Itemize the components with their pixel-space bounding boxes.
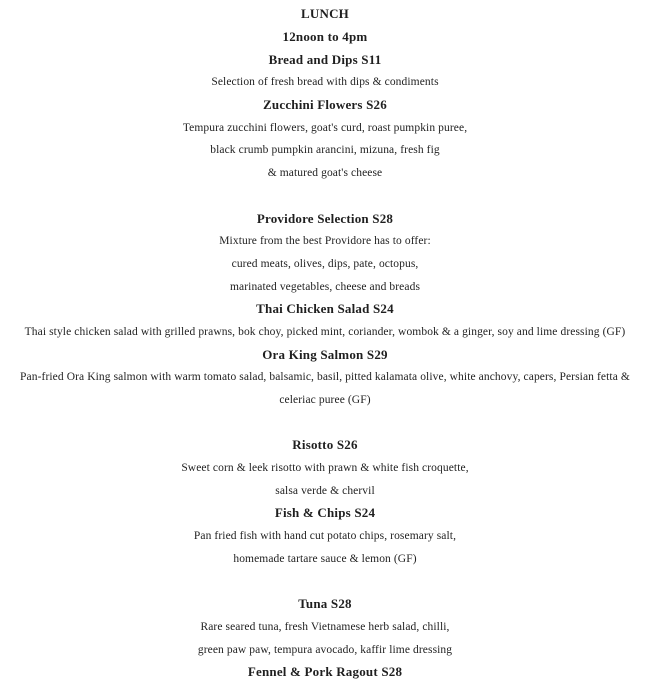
menu-item-description <box>0 253 650 276</box>
menu-line-text: Rare seared tuna, fresh Vietnamese herb salad, chilli, <box>200 620 450 633</box>
menu-spacer <box>0 570 650 593</box>
menu-item-description <box>0 389 650 412</box>
menu-line-text: Risotto S26 <box>292 437 358 453</box>
menu-spacer <box>0 411 650 434</box>
menu-line-text: Zucchini Flowers S26 <box>263 97 387 113</box>
menu-line-text: Tempura zucchini flowers, goat's curd, roast pumpkin puree, <box>182 121 468 134</box>
menu-item-heading <box>0 298 650 321</box>
menu-line-text: 12noon to 4pm <box>282 29 368 45</box>
menu-line-text: LUNCH <box>301 6 349 22</box>
menu-item-description <box>0 638 650 661</box>
menu-item-heading <box>0 343 650 366</box>
menu-line-text: Fish & Chips S24 <box>274 505 376 521</box>
menu-line-text: Sweet corn & leek risotto with prawn & white fish croquette, <box>181 462 469 475</box>
menu-item-description <box>0 616 650 639</box>
menu-line-text: salsa verde & chervil <box>275 484 375 497</box>
menu-item-description <box>0 479 650 502</box>
menu-line-text: Pan fried fish with hand cut potato chips, rosemary salt, <box>193 530 457 543</box>
menu-line-text: homemade tartare sauce & lemon (GF) <box>233 552 417 565</box>
menu-line-text: Thai style chicken salad with grilled prawns, bok choy, picked mint, coriander, wombok & a ginger, soy and lime dressing (GF) <box>24 325 626 338</box>
menu-line-text: Tuna S28 <box>298 596 352 612</box>
menu-line-text: cured meats, olives, dips, pate, octopus, <box>231 257 419 270</box>
menu-line-text: marinated vegetables, cheese and breads <box>229 280 421 293</box>
menu-item-description <box>0 457 650 480</box>
menu-item-heading <box>0 3 650 26</box>
menu-line-text: Ora King Salmon S29 <box>262 346 388 362</box>
menu-line-text: & matured goat's cheese <box>267 167 383 180</box>
menu-line-text: Providore Selection S28 <box>256 210 394 226</box>
menu-item-description <box>0 71 650 94</box>
menu-item-description <box>0 275 650 298</box>
menu-item-heading <box>0 94 650 117</box>
menu-item-heading <box>0 661 650 684</box>
menu-line-text: Mixture from the best Providore has to offer: <box>219 235 431 248</box>
menu-item-description <box>0 548 650 571</box>
menu-line-text: green paw paw, tempura avocado, kaffir lime dressing <box>197 643 453 656</box>
menu-item-description <box>0 139 650 162</box>
menu-item-description <box>0 321 650 344</box>
menu-lines <box>0 3 650 684</box>
menu-item-description <box>0 116 650 139</box>
menu-spacer <box>0 185 650 208</box>
menu-line-text: Pan-fried Ora King salmon with warm tomato salad, balsamic, basil, pitted kalamata olive, white anchovy, capers, Persian fetta & <box>20 371 630 384</box>
menu-item-heading <box>0 26 650 49</box>
menu-item-heading <box>0 434 650 457</box>
menu-item-description <box>0 230 650 253</box>
menu-item-description <box>0 162 650 185</box>
menu-line-text: black crumb pumpkin arancini, mizuna, fresh fig <box>210 144 440 157</box>
menu-line-text: Selection of fresh bread with dips & condiments <box>211 76 439 89</box>
menu-line-text: celeriac puree (GF) <box>279 394 371 407</box>
menu-line-text: Bread and Dips S11 <box>268 51 382 67</box>
menu-item-heading <box>0 48 650 71</box>
menu-item-heading <box>0 207 650 230</box>
menu-item-description <box>0 366 650 389</box>
menu-item-description <box>0 525 650 548</box>
menu-line-text: Thai Chicken Salad S24 <box>256 301 394 317</box>
menu-item-heading <box>0 593 650 616</box>
menu-item-heading <box>0 502 650 525</box>
menu-line-text: Fennel & Pork Ragout S28 <box>247 664 403 680</box>
